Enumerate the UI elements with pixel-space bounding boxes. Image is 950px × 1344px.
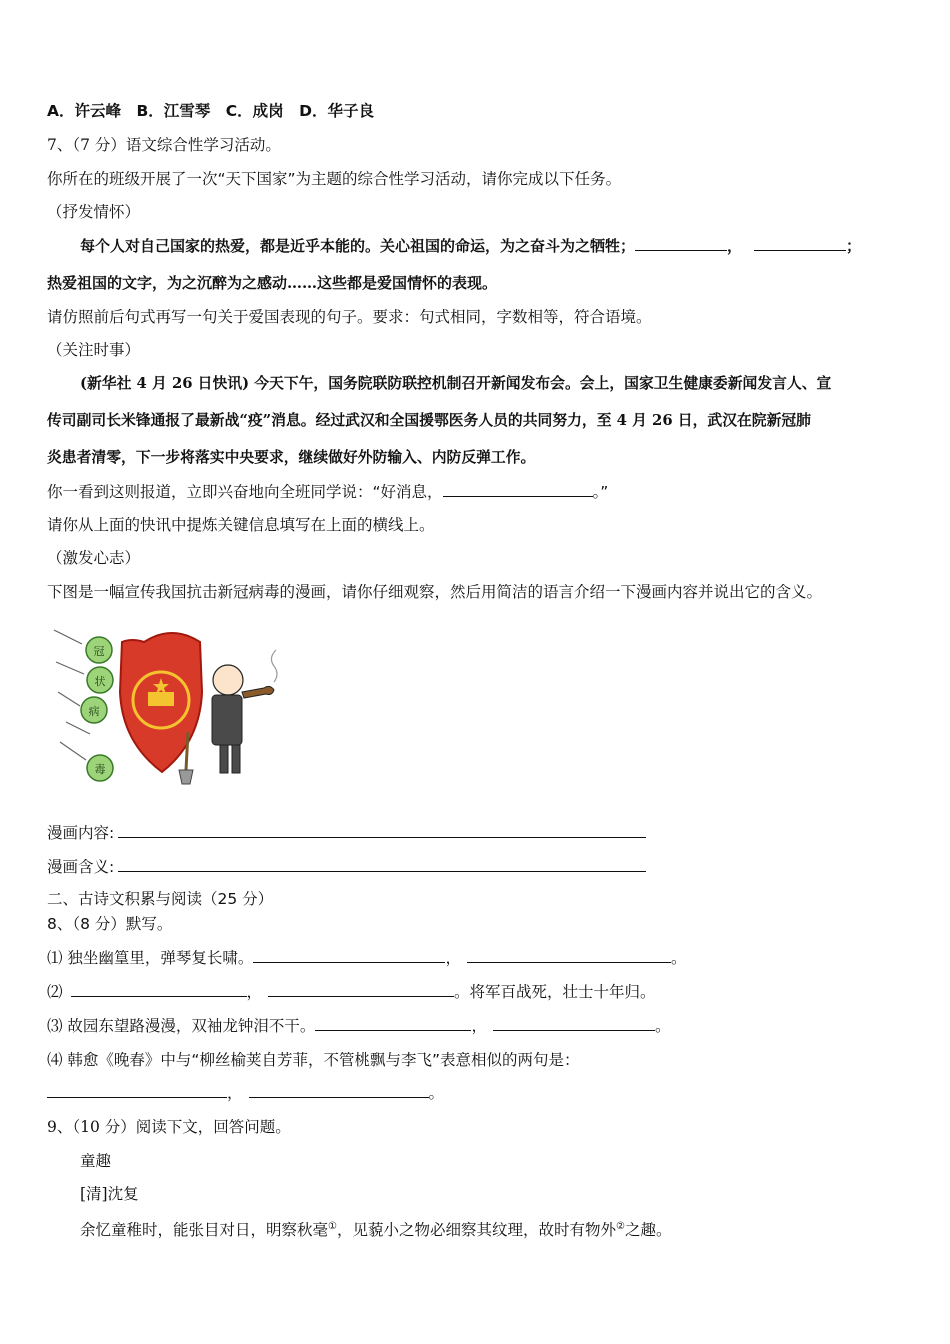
poem-blank[interactable] bbox=[315, 1016, 471, 1031]
section-title-news: （关注时事） bbox=[47, 341, 141, 359]
essay-text: ，见藐小之物必细察其纹理，故时有物外 bbox=[336, 1221, 616, 1240]
express-text: 每个人对自己国家的热爱，都是近乎本能的。关心祖国的命运，为之奋斗为之牺牲； bbox=[80, 237, 636, 255]
cartoon-meaning-row bbox=[47, 856, 646, 878]
separator: 。 bbox=[654, 1017, 671, 1035]
pipe-icon bbox=[242, 686, 274, 698]
essay-title: 童趣 bbox=[80, 1152, 112, 1170]
q8-item-4: ⑷ 韩愈《晚春》中与“柳丝榆荚自芳菲，不管桃飘与李飞”表意相似的两句是： bbox=[47, 1051, 580, 1069]
q9-title: 9、（10 分）阅读下文，回答问题。 bbox=[47, 1118, 291, 1136]
essay-text: 余忆童稚时，能张目对日，明察秋毫 bbox=[80, 1221, 329, 1240]
essay-line-1 bbox=[80, 1216, 671, 1241]
answer-blank-2[interactable] bbox=[754, 236, 846, 251]
separator: ， bbox=[471, 1017, 487, 1035]
q6-options: A．许云峰 B．江雪琴 C．成岗 D．华子良 bbox=[47, 102, 375, 120]
separator: ， bbox=[445, 949, 461, 967]
cartoon-task: 下图是一幅宣传我国抗击新冠病毒的漫画，请你仔细观察，然后用简洁的语言介绍一下漫画内容并说出它的含义。 bbox=[47, 583, 823, 601]
separator: ， bbox=[227, 1084, 243, 1102]
q8-item-4-answer bbox=[47, 1082, 444, 1104]
poem-blank[interactable] bbox=[47, 1083, 227, 1098]
poem-line: ⑶ 故园东望路漫漫，双袖龙钟泪不干。 bbox=[47, 1017, 316, 1035]
express-paragraph-line1 bbox=[80, 235, 861, 257]
poem-blank[interactable] bbox=[493, 1016, 655, 1031]
cartoon-meaning-input[interactable] bbox=[118, 857, 646, 872]
emblem-gate bbox=[148, 692, 174, 706]
person-leg bbox=[232, 745, 240, 773]
poem-line: 。将军百战死，壮士十年归。 bbox=[454, 983, 656, 1001]
express-paragraph-line2: 热爱祖国的文字，为之沉醉为之感动……这些都是爱国情怀的表现。 bbox=[47, 274, 498, 292]
q8-title: 8、（8 分）默写。 bbox=[47, 915, 173, 933]
news-line-3: 炎患者清零，下一步将落实中央要求，继续做好外防输入、内防反弹工作。 bbox=[47, 449, 536, 466]
person-head bbox=[213, 665, 243, 695]
part2-title: 二、古诗文积累与阅读（25 分） bbox=[47, 890, 274, 908]
report-suffix: 。” bbox=[592, 483, 609, 501]
section-title-inspire: （激发心志） bbox=[47, 549, 141, 567]
cartoon-content-row bbox=[47, 822, 646, 844]
report-task: 请你从上面的快讯中提炼关键信息填写在上面的横线上。 bbox=[47, 516, 435, 534]
report-line bbox=[47, 481, 608, 503]
poem-line: ⑴ 独坐幽篁里，弹琴复长啸。 bbox=[47, 949, 254, 967]
item-number: ⑵ bbox=[47, 983, 63, 1001]
q8-item-1 bbox=[47, 947, 686, 969]
shovel-icon bbox=[179, 770, 193, 784]
separator: 。 bbox=[428, 1084, 445, 1102]
poem-blank[interactable] bbox=[253, 948, 445, 963]
answer-blank-1[interactable] bbox=[635, 236, 727, 251]
person-body bbox=[212, 695, 242, 745]
news-line-1: (新华社 4 月 26 日快讯) 今天下午，国务院联防联控机制召开新闻发布会。会上，国家卫生健康委新闻发言人、宣 bbox=[80, 375, 832, 392]
person-leg bbox=[220, 745, 228, 773]
express-task: 请仿照前后句式再写一句关于爱国表现的句子。要求：句式相同，字数相等，符合语境。 bbox=[47, 308, 652, 326]
footnote-marker: ① bbox=[328, 1221, 337, 1232]
poem-blank[interactable] bbox=[268, 982, 454, 997]
report-prefix: 你一看到这则报道，立即兴奋地向全班同学说：“好消息， bbox=[47, 483, 443, 501]
q8-item-3 bbox=[47, 1015, 670, 1037]
cartoon-meaning-label: 漫画含义: bbox=[47, 858, 115, 876]
smoke-icon bbox=[271, 650, 277, 682]
news-line-2: 传司副司长米锋通报了最新战“疫”消息。经过武汉和全国援鄂医务人员的共同努力，至 4 月 26 日，武汉在院新冠肺 bbox=[47, 412, 811, 429]
poem-blank[interactable] bbox=[467, 948, 671, 963]
shovel-handle bbox=[186, 732, 188, 770]
virus-char: 毒 bbox=[94, 763, 106, 776]
separator: 。 bbox=[670, 949, 687, 967]
cartoon-content-label: 漫画内容: bbox=[47, 824, 115, 842]
virus-char: 病 bbox=[88, 705, 100, 718]
attack-arrows bbox=[54, 630, 90, 760]
poem-blank[interactable] bbox=[249, 1083, 429, 1098]
answer-blank-news[interactable] bbox=[443, 482, 593, 497]
separator: ； bbox=[846, 237, 862, 255]
virus-char: 状 bbox=[94, 675, 106, 688]
q8-item-2 bbox=[47, 981, 656, 1003]
cartoon-content-input[interactable] bbox=[118, 823, 646, 838]
poem-blank[interactable] bbox=[71, 982, 247, 997]
essay-text: 之趣。 bbox=[624, 1221, 672, 1240]
q7-intro: 你所在的班级开展了一次“天下国家”为主题的综合性学习活动，请你完成以下任务。 bbox=[47, 170, 622, 188]
footnote-marker: ② bbox=[616, 1221, 625, 1232]
section-title-express: （抒发情怀） bbox=[47, 203, 141, 221]
separator: ， bbox=[246, 983, 263, 1001]
essay-author: [清]沈复 bbox=[80, 1185, 139, 1203]
anti-virus-cartoon bbox=[52, 622, 292, 787]
q7-title: 7、（7 分）语文综合性学习活动。 bbox=[47, 136, 281, 154]
separator: ， bbox=[727, 237, 743, 255]
virus-char: 冠 bbox=[93, 645, 105, 658]
